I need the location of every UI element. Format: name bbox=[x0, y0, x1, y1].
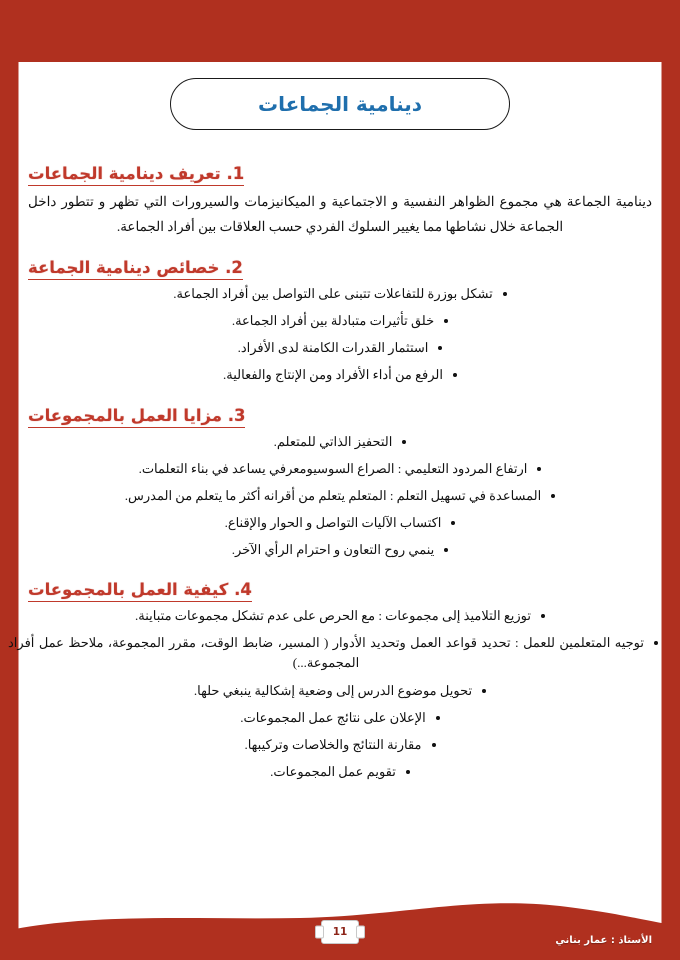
page-title: دينامية الجماعات bbox=[257, 92, 423, 116]
section-4-bullet-list bbox=[8, 606, 658, 782]
section-1-heading-text: 1. تعريف دينامية الجماعات bbox=[28, 164, 244, 186]
section-2 bbox=[22, 258, 658, 386]
list-item bbox=[8, 633, 658, 673]
list-item bbox=[22, 540, 658, 560]
list-item bbox=[22, 681, 658, 701]
list-item bbox=[22, 486, 658, 506]
list-item-text: التحفيز الذاتي للمتعلم. bbox=[274, 432, 407, 452]
list-item-text: خلق تأثيرات متبادلة بين أفراد الجماعة. bbox=[232, 311, 448, 331]
list-item bbox=[22, 762, 658, 782]
list-item-text: تشكل بوزرة للتفاعلات تتبنى على التواصل بين أفراد الجماعة. bbox=[173, 284, 507, 304]
list-item bbox=[22, 606, 658, 626]
section-4 bbox=[8, 580, 658, 782]
list-item-text: استثمار القدرات الكامنة لدى الأفراد. bbox=[238, 338, 443, 358]
list-item bbox=[22, 459, 658, 479]
footer-author: الأستاذ : عمار بناني bbox=[555, 935, 652, 946]
list-item bbox=[22, 735, 658, 755]
list-item-text: ارتفاع المردود التعليمي : الصراع السوسيومعرفي يساعد في بناء التعلمات. bbox=[139, 459, 542, 479]
list-item bbox=[22, 708, 658, 728]
list-item-text: تحويل موضوع الدرس إلى وضعية إشكالية ينبغي حلها. bbox=[194, 681, 486, 701]
list-item bbox=[22, 338, 658, 358]
list-item-text: الإعلان على نتائج عمل المجموعات. bbox=[240, 708, 440, 728]
list-item bbox=[22, 432, 658, 452]
section-4-heading bbox=[22, 580, 658, 602]
list-item-text: ينمي روح التعاون و احترام الرأي الآخر. bbox=[232, 540, 449, 560]
list-item-text: المساعدة في تسهيل التعلم : المتعلم يتعلم من أقرانه أكثر ما يتعلم من المدرس. bbox=[125, 486, 555, 506]
list-item bbox=[22, 513, 658, 533]
section-1 bbox=[22, 164, 658, 240]
section-3-heading-text: 3. مزايا العمل بالمجموعات bbox=[28, 406, 245, 428]
list-item-text: تقويم عمل المجموعات. bbox=[270, 762, 410, 782]
section-4-heading-text: 4. كيفية العمل بالمجموعات bbox=[28, 580, 252, 602]
page-number-badge: 11 bbox=[321, 920, 359, 944]
section-3-bullet-list bbox=[22, 432, 658, 561]
list-item-text: الرفع من أداء الأفراد ومن الإنتاج والفعالية. bbox=[223, 365, 457, 385]
list-item bbox=[22, 365, 658, 385]
page-content bbox=[8, 70, 658, 910]
list-item-text: توجيه المتعلمين للعمل : تحديد قواعد العمل وتحديد الأدوار ( المسير، ضابط الوقت، مقرر المجموعة، ملاحظ عمل أفراد المجموعة...) bbox=[8, 633, 658, 673]
list-item-text: مقارنة النتائج والخلاصات وتركيبها. bbox=[244, 735, 435, 755]
document-title-box bbox=[170, 78, 510, 130]
section-3-heading bbox=[22, 406, 658, 428]
list-item-text: توزيع التلاميذ إلى مجموعات : مع الحرص على عدم تشكل مجموعات متباينة. bbox=[135, 606, 545, 626]
list-item-text: اكتساب الآليات التواصل و الحوار والإقناع. bbox=[225, 513, 456, 533]
section-2-bullet-list bbox=[22, 284, 658, 386]
list-item bbox=[22, 284, 658, 304]
section-2-heading bbox=[22, 258, 658, 280]
header-band bbox=[0, 0, 680, 62]
section-3 bbox=[22, 406, 658, 561]
section-1-paragraph: دينامية الجماعة هي مجموع الظواهر النفسية و الاجتماعية و الميكانيزمات والسيرورات التي تظهر و تتطور داخل الجماعة خلال نشاطها مما يغيير السلوك الفردي حسب العلاقات بين أفراد الجماعة. bbox=[28, 194, 652, 234]
section-2-heading-text: 2. خصائص دينامية الجماعة bbox=[28, 258, 243, 280]
section-1-heading bbox=[22, 164, 658, 186]
list-item bbox=[22, 311, 658, 331]
